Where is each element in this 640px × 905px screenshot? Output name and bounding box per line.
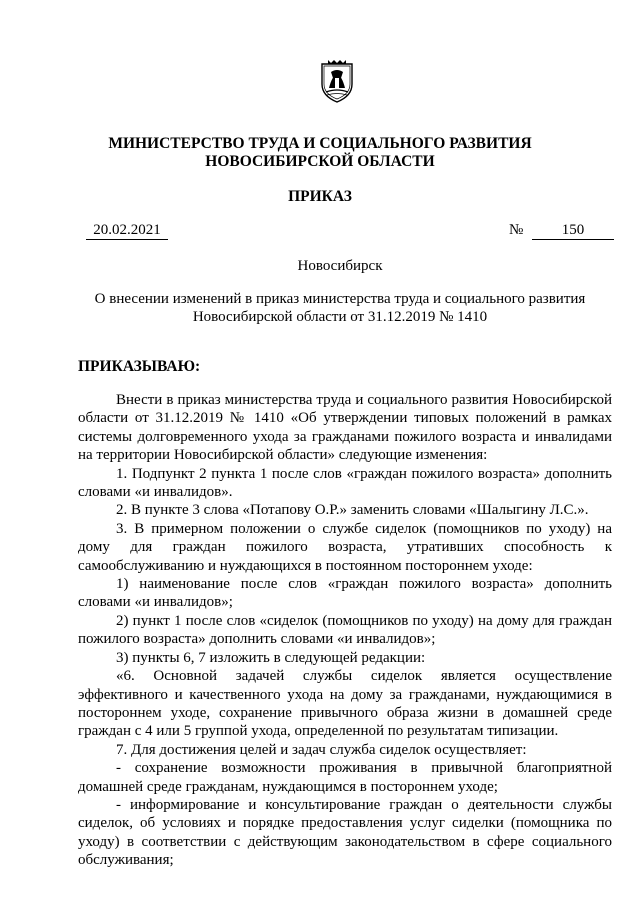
city-name: Новосибирск <box>297 258 383 274</box>
subject-line1: О внесении изменений в приказ министерства труда и социального развития <box>94 291 586 307</box>
order-date: 20.02.2021 <box>86 222 168 240</box>
order-word: ПРИКАЗЫВАЮ: <box>78 358 201 375</box>
paragraph: 1) наименование после слов «граждан пожилого возраста» дополнить словами «и инвалидов»; <box>78 576 612 611</box>
number-sign: № <box>509 222 524 238</box>
order-number: 150 <box>532 222 614 240</box>
order-subject <box>30 290 640 326</box>
paragraph: 3) пункты 6, 7 изложить в следующей редакции: <box>116 649 426 666</box>
coat-of-arms-icon <box>318 58 356 104</box>
ministry-title-line1: МИНИСТЕРСТВО ТРУДА И СОЦИАЛЬНОГО РАЗВИТИЯ <box>108 135 532 152</box>
paragraph: «6. Основной задачей службы сиделок является осуществление эффективного и качественного ухода на дому за гражданами, нуждающимися в постороннем уходе, сохранение привычного образа жизни в домашней среде граждан с 4 или 5 группой ухода, определенной по результатам типизации. <box>78 668 612 740</box>
paragraph: 2. В пункте 3 слова «Потапову О.Р.» заменить словами «Шалыгину Л.С.». <box>116 502 589 519</box>
ministry-title-line2: НОВОСИБИРСКОЙ ОБЛАСТИ <box>205 153 435 170</box>
subject-line2: Новосибирской области от 31.12.2019 № 1410 <box>192 309 488 325</box>
paragraph: - сохранение возможности проживания в привычной благоприятной домашней среде гражданам, нуждающимся в постороннем уходе; <box>78 760 612 795</box>
paragraph: 3. В примерном положении о службе сиделок (помощников по уходу) на дому для граждан пожилого возраста, утративших способность к самообслуживанию и нуждающихся в постоянном постороннем уходе: <box>78 520 612 574</box>
order-body <box>78 391 612 870</box>
paragraph: 1. Подпункт 2 пункта 1 после слов «граждан пожилого возраста» дополнить словами «и инвалидов». <box>78 465 612 501</box>
paragraph: 7. Для достижения целей и задач служба сиделок осуществляет: <box>116 741 527 758</box>
paragraph: 2) пункт 1 после слов «сиделок (помощников по уходу) на дому для граждан пожилого возраста» дополнить словами «и инвалидов»; <box>78 612 612 648</box>
paragraph: Внести в приказ министерства труда и социального развития Новосибирской области от 31.12.2019 № 1410 «Об утверждении типовых положений в рамках системы долговременного ухода за гражданами пожилого возраста и инвалидами на территории Новосибирской области» следующие изменения: <box>78 392 612 464</box>
paragraph: - информирование и консультирование граждан о деятельности службы сиделок, об условиях и порядке предоставления услуг сиделки (помощника по уходу) в соответствии с действующим законодательством в сфере социального обслуживания; <box>78 796 612 869</box>
document-type: ПРИКАЗ <box>288 188 352 205</box>
